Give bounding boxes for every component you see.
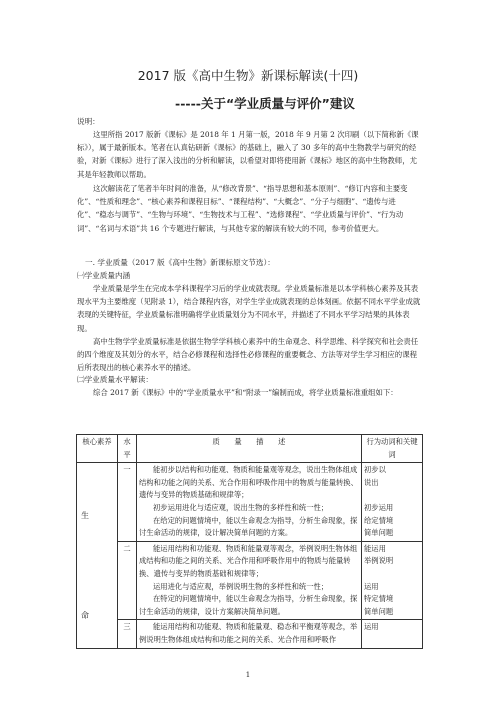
- note-paragraph-2: 这次解读花了笔者半年时间的准备，从“修改背景”、“指导思想和基本原则”、“修订内容和主要变化”、“性质和理念”、“核心素养和课程目标”、“课程结构”、“大概念”、“分子与细胞”、“遗传与进化”、“稳态与调节”、“生物与环境”、“生物技术与工程”、“选修课程”、“学业质量与评价”、“行为动词”、“名词与术语”共 16 个专题进行解读，与其他专家的解读有较大的不同，参考价值更大。: [77, 184, 408, 233]
- verbs-cell: [362, 541, 423, 620]
- verbs-cell: [362, 463, 423, 542]
- verb-spacer: [364, 568, 420, 581]
- header-description: 质 量 描 述: [137, 435, 362, 463]
- domain-char-2: 命: [81, 611, 89, 620]
- header-verbs: 行为动词和关键词: [362, 435, 423, 463]
- verb-item: 初步以: [364, 465, 386, 475]
- page-number: 1: [245, 671, 251, 679]
- verb-item: 运用: [364, 581, 379, 591]
- section-heading-1: 一. 学业质量（2017 版《高中生物》新课标原文节选）：: [85, 258, 275, 267]
- verb-item: 能运用: [364, 543, 386, 553]
- table-row: [77, 620, 423, 648]
- paragraph-quality-standard: 高中生物学学业质量标准是依据生物学学科核心素养中的生命观念、科学思维、科学探究和社会责任的四个维度及其划分的水平，结合必修课程和选择性必修课程的重要概念、方法等对学生学习相应的课程后所表现出的核心素养水平的描述。: [77, 337, 419, 373]
- description-line: 初步运用进化与适应观，说出生物的多样性和统一性；: [153, 502, 329, 512]
- description-line: 能初步以结构和功能观、物质和能量观等观念，说出生物体组成结构和功能之间的关系、光合作用和呼吸作用中的物质与能量转换、遗传与变异的物质基础和规律等；: [139, 465, 358, 500]
- description-line: 运用进化与适应观，举例说明生物的多样性和统一性；: [153, 581, 329, 591]
- verb-item: 简单问题: [364, 606, 394, 616]
- description-line: 在特定的问题情境中，能以生命观念为指导，分析生命现象，探讨生命活动的规律，设计方案解决简单问题。: [139, 594, 358, 616]
- note-paragraph-1: 这里所指 2017 版新《课标》是 2018 年 1 月第一版，2018 年 9 月第 2 次印刷（以下简称新《课标》），属于最新版本。笔者在认真钻研新《课标》的基础上，融入了 30 多年的高中生物教学与研究的经验，对新《课标》进行了深入浅出的分析和解读，以希望对即将使用新《课标》地区的高中生物教师，尤其是年轻教师以帮助。: [77, 130, 419, 179]
- page-subtitle: -----关于“学业质量与评价”建议: [175, 96, 355, 111]
- subsection-heading-2: ㈡学业质量水平解读：: [77, 375, 153, 384]
- paragraph-table-intro: 综合 2017 新《课标》中的“学业质量水平”和“附录一”编制而成，将学业质量标准重组如下：: [93, 388, 398, 397]
- description-cell: [137, 620, 362, 648]
- header-level: 水平: [118, 435, 137, 463]
- table-row: [77, 463, 423, 542]
- verb-spacer: [364, 489, 420, 502]
- description-line: 能运用结构和功能观、物质和能量观、稳态和平衡观等观念，举例说明生物体组成结构和功能之间的关系、光合作用和呼吸作: [139, 622, 358, 644]
- verb-item: 给定情境: [364, 515, 394, 525]
- header-core-literacy: 核心素养: [77, 435, 118, 463]
- paragraph-quality-definition: 学业质量是学生在完成本学科课程学习后的学业成就表现。学业质量标准是以本学科核心素养及其表现水平为主要维度（见附录 1），结合课程内容，对学生学业成就表现的总体刻画。依据不同水平学业成就表现的关键特征，学业质量标准明确将学业质量划分为不同水平，并描述了不同水平学习结果的具体表现。: [77, 284, 421, 333]
- verb-item: 简单问题: [364, 528, 394, 538]
- table-header-row: [77, 435, 423, 463]
- description-line: 在给定的问题情境中，能以生命观念为指导，分析生命现象，探讨生命活动的规律，设计解决简单问题的方案。: [139, 515, 358, 538]
- verbs-cell: [362, 620, 423, 648]
- level-cell: 三: [118, 620, 137, 648]
- subsection-heading-1: ㈠学业质量内涵: [77, 271, 131, 280]
- quality-standard-table: [76, 434, 423, 649]
- description-cell: [137, 541, 362, 620]
- verb-item: 说出: [364, 477, 379, 487]
- description-cell: [137, 463, 362, 542]
- domain-char-1: 生: [81, 511, 89, 520]
- level-cell: 二: [118, 541, 137, 620]
- description-line: 能运用结构和功能观、物质和能量观等观念，举例说明生物体组成结构和功能之间的关系、光合作用和呼吸作用中的物质与能量转换、遗传与变异的物质基础和规律等；: [139, 543, 358, 578]
- verb-item: 举例说明: [364, 556, 394, 566]
- verb-item: 初步运用: [364, 502, 394, 512]
- verb-item: 特定情境: [364, 594, 394, 604]
- verb-item: 运用: [364, 622, 379, 632]
- note-label: 说明：: [77, 117, 100, 126]
- level-cell: 一: [118, 463, 137, 542]
- table-row: [77, 541, 423, 620]
- page-title: 2017 版《高中生物》新课标解读(十四): [137, 68, 359, 83]
